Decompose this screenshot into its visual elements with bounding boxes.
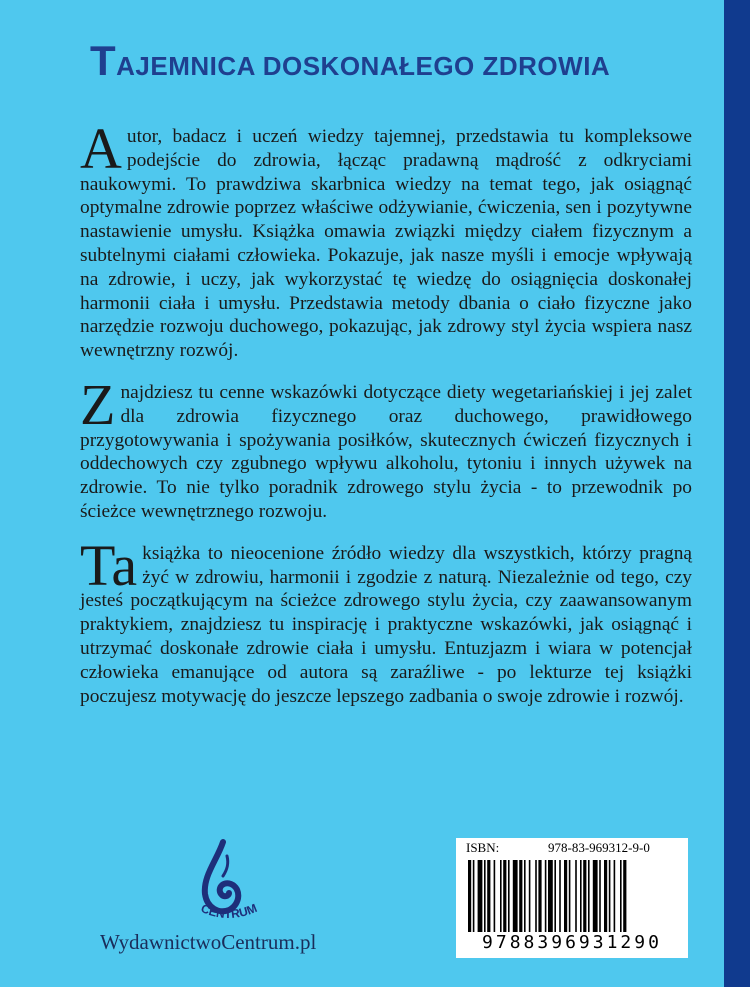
- barcode: [468, 860, 676, 932]
- barcode-bar: [593, 860, 598, 932]
- isbn-number: 978-83-969312-9-0: [548, 840, 650, 855]
- barcode-bar: [508, 860, 510, 932]
- barcode-bar: [473, 860, 475, 932]
- barcode-bar: [503, 860, 506, 932]
- publisher-url: WydawnictwoCentrum.pl: [100, 930, 317, 954]
- paragraph-1-text: utor, badacz i uczeń wiedzy tajemnej, przedstawia tu kompleksowe podejście do zdrowia, łącząc pradawną mądrość z odkryciami naukowymi. To prawdziwa skarbnica wiedzy na temat tego, jak osiągnąć optymalne zdrowie poprzez właściwe odżywianie, ćwiczenia, sen i pozytywne nastawienie umysłu. Książka omawia związki między ciałem fizycznym a subtelnymi ciałami człowieka. Pokazuje, jak nasze myśli i emocje wpływają na zdrowie, i uczy, jak wykorzystać tę wiedzę do osiągnięcia doskonałej harmonii ciała i umysłu. Przedstawia metody dbania o ciało fizyczne jako narzędzie rozwoju duchowego, pokazując, jak zdrowy styl życia wspiera nasz wewnętrzny rozwój.: [80, 126, 692, 362]
- barcode-bar: [614, 860, 616, 932]
- dropcap-2: Z: [80, 371, 116, 437]
- barcode-bar: [529, 860, 531, 932]
- barcode-bar: [545, 860, 547, 932]
- barcode-digits: 9788396931290: [482, 932, 662, 953]
- paragraph-3: [80, 532, 692, 709]
- barcode-bar: [487, 860, 490, 932]
- title-rest: AJEMNICA DOSKONAŁEGO ZDROWIA: [116, 51, 611, 81]
- centrum-logo: [183, 838, 273, 933]
- isbn-label: ISBN:: [466, 840, 500, 855]
- barcode-bar: [620, 860, 622, 932]
- paragraph-3-text: książka to nieocenione źródło wiedzy dla wszystkich, którzy pragną żyć w zdrowiu, harmonii i zgodzie z naturą. Niezależnie od tego, czy jesteś początkującym na ścieżce zdrowego stylu życia, czy zaawansowanym praktykiem, znajdziesz tu inspirację i praktyczne wskazówki, jak osiągnąć i utrzymać doskonałe zdrowie ciała i umysłu. Entuzjazm i wiara w potencjał człowieka emanujące od autora są zaraźliwe - po lekturze tej książki poczujesz motywację do jeszcze lepszego zadbania o swoje zdrowie i rozwój.: [80, 542, 692, 707]
- dropcap-3: Ta: [80, 532, 138, 598]
- barcode-bar: [494, 860, 496, 932]
- barcode-bar: [559, 860, 561, 932]
- barcode-bar: [588, 860, 590, 932]
- barcode-bar: [580, 860, 582, 932]
- barcode-bar: [609, 860, 611, 932]
- isbn-barcode-box: [456, 838, 688, 958]
- barcode-bar: [604, 860, 607, 932]
- barcode-bar: [548, 860, 553, 932]
- blurb: [80, 116, 692, 726]
- paragraph-2-text: najdziesz tu cenne wskazówki dotyczące diety wegetariańskiej i jej zalet dla zdrowia fizycznego oraz duchowego, prawidłowego przygotowywania i spożywania posiłków, skutecznych ćwiczeń fizycznych i oddechowych czy zgubnego wpływu alkoholu, tytoniu i innych używek na zdrowie. To nie tylko poradnik zdrowego stylu życia - to przewodnik po ścieżce wewnętrznego rozwoju.: [80, 381, 692, 522]
- barcode-bar: [478, 860, 483, 932]
- paragraph-1: [80, 116, 692, 363]
- drop-spiral-logo-icon: [183, 838, 273, 928]
- barcode-bar: [538, 860, 541, 932]
- barcode-bar: [519, 860, 522, 932]
- barcode-bar: [623, 860, 626, 932]
- barcode-bar: [513, 860, 518, 932]
- barcode-bar: [569, 860, 571, 932]
- barcode-bar: [468, 860, 471, 932]
- logo-text: CENTRUM: [198, 900, 260, 922]
- barcode-bar: [484, 860, 486, 932]
- barcode-bar: [575, 860, 577, 932]
- dropcap-1: A: [80, 116, 122, 181]
- barcode-bar: [500, 860, 502, 932]
- barcode-bar: [583, 860, 586, 932]
- book-title: [90, 36, 610, 91]
- barcode-bar: [535, 860, 537, 932]
- title-initial: T: [90, 37, 117, 84]
- barcode-bar: [564, 860, 567, 932]
- barcode-bar: [599, 860, 601, 932]
- barcode-bar: [554, 860, 556, 932]
- book-spine: [724, 0, 750, 987]
- paragraph-2: [80, 371, 692, 524]
- barcode-bar: [524, 860, 526, 932]
